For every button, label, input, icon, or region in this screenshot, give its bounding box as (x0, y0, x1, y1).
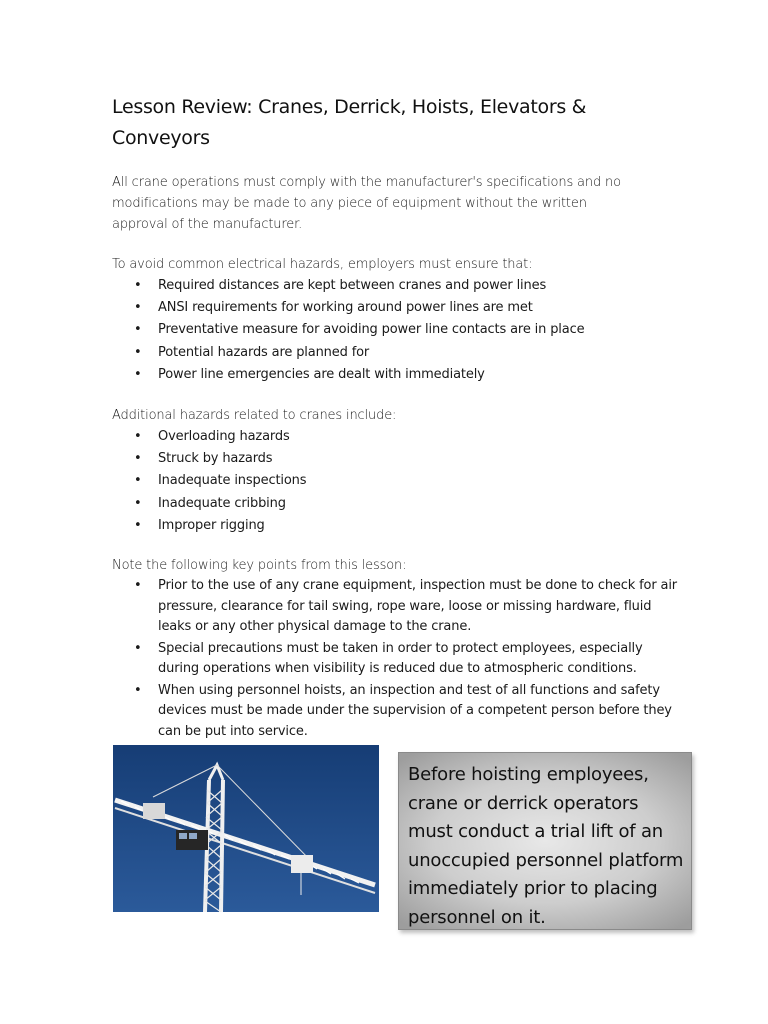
list-item: • When using personnel hoists, an inspection and test of all functions and safety devices must be made under the supervision of a competent person before they can be put into service. (112, 681, 678, 743)
list-item: • Preventative measure for avoiding power line contacts are in place (112, 319, 678, 341)
electrical-hazards-lead: To avoid common electrical hazards, employers must ensure that: (112, 257, 533, 272)
key-points-lead: Note the following key points from this lesson: (112, 558, 407, 573)
list-item: • Struck by hazards (112, 448, 678, 470)
list-item: • Improper rigging (112, 515, 678, 537)
list-item: • Overloading hazards (112, 426, 678, 448)
list-item: • Power line emergencies are dealt with immediately (112, 364, 678, 386)
list-item: • Inadequate inspections (112, 470, 678, 492)
list-item: • Prior to the use of any crane equipment, inspection must be done to check for air pressure, clearance for tail swing, rope ware, loose or missing hardware, fluid leaks or any other physical damage to the crane. (112, 576, 678, 638)
additional-hazards-lead: Additional hazards related to cranes include: (112, 408, 397, 423)
key-points-list (112, 576, 678, 743)
list-item: • Potential hazards are planned for (112, 342, 678, 364)
page-title: Lesson Review: Cranes, Derrick, Hoists, Elevators & Conveyors (112, 96, 587, 149)
trial-lift-callout (398, 752, 692, 930)
list-item: • ANSI requirements for working around power lines are met (112, 297, 678, 319)
list-item: • Inadequate cribbing (112, 493, 678, 515)
additional-hazards-list (112, 426, 678, 537)
list-item: • Special precautions must be taken in order to protect employees, especially during operations when visibility is reduced due to atmospheric conditions. (112, 639, 678, 680)
electrical-hazards-list (112, 275, 678, 386)
list-item: • Required distances are kept between cranes and power lines (112, 275, 678, 297)
intro-paragraph: All crane operations must comply with the manufacturer's specifications and no modifications may be made to any piece of equipment without the written approval of the manufacturer. (112, 175, 621, 232)
callout-text: Before hoisting employees, crane or derrick operators must conduct a trial lift of an unoccupied personnel platform immediately prior to placing personnel on it. (408, 764, 684, 928)
tower-crane-photo (113, 745, 379, 912)
